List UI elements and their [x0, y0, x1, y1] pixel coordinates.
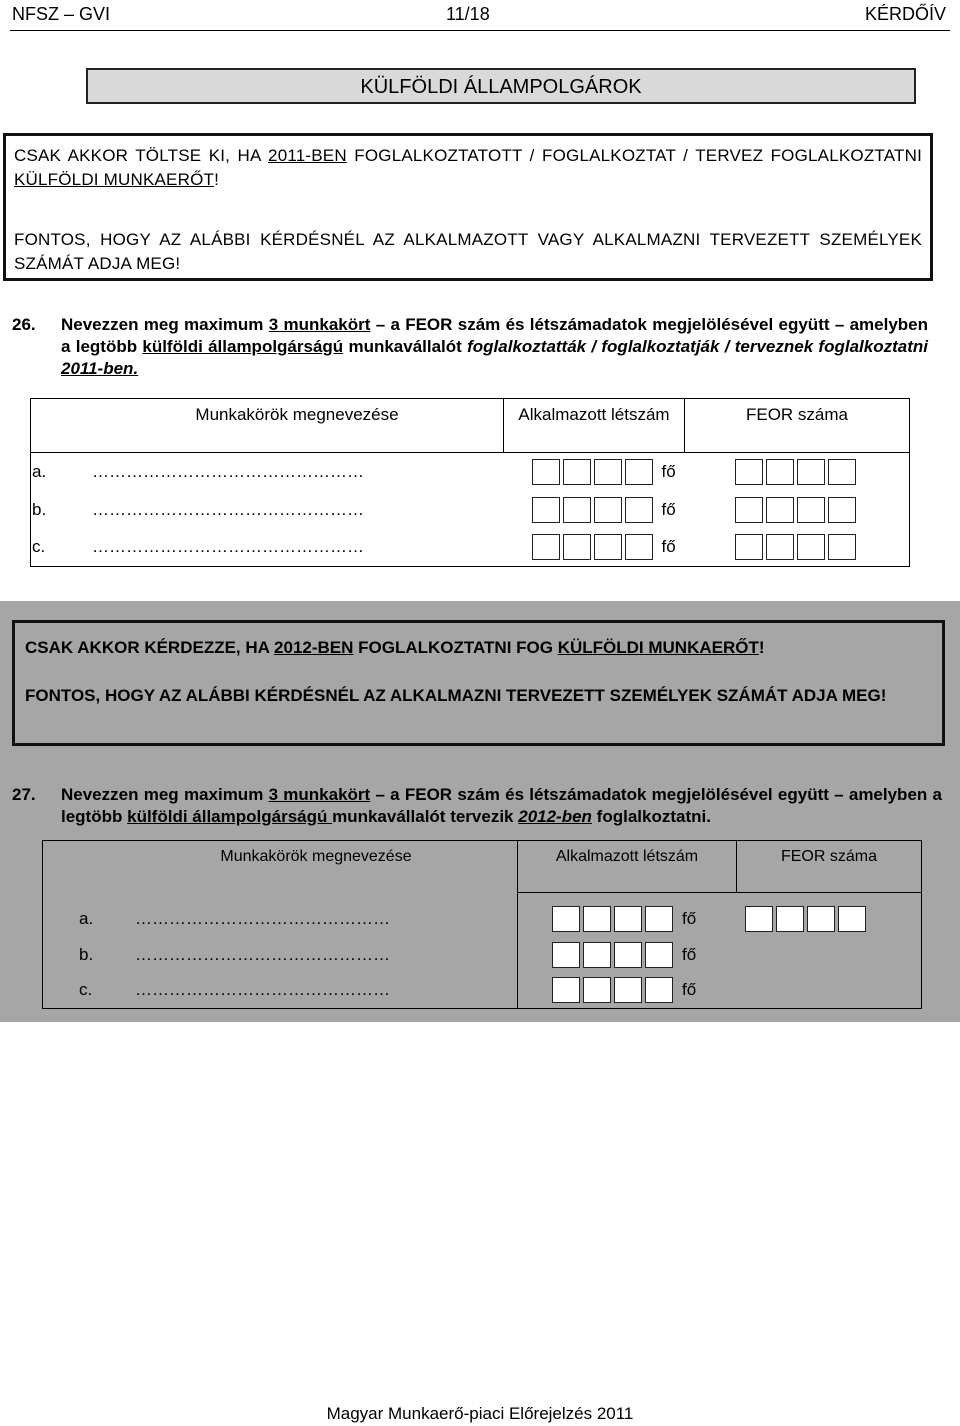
col-header-staff: Alkalmazott létszám [518, 841, 737, 893]
table-row [43, 937, 922, 973]
staff-digit-box[interactable] [594, 497, 622, 523]
table-row [43, 901, 922, 937]
staff-digit-box[interactable] [563, 459, 591, 485]
notice-instruction: FONTOS, HOGY AZ ALÁBBI KÉRDÉSNÉL AZ ALKALMAZOTT VAGY ALKALMAZNI TERVEZETT SZEMÉLYEK SZÁMÁT ADJA MEG! [14, 230, 922, 273]
question-26 [12, 314, 928, 384]
unit-label: fő [682, 944, 697, 964]
col-header-staff: Alkalmazott létszám [504, 399, 685, 453]
col-header-feor: FEOR száma [737, 841, 922, 893]
notice-box-2011 [3, 133, 933, 281]
section-title: KÜLFÖLDI ÁLLAMPOLGÁROK [86, 68, 916, 104]
col-header-feor: FEOR száma [685, 399, 910, 453]
row-label: a. [31, 453, 92, 491]
row-label: c. [43, 973, 116, 1009]
job-name-field[interactable]: ………………………………………… [92, 499, 364, 519]
staff-digit-box[interactable] [614, 906, 642, 932]
feor-digit-box[interactable] [735, 534, 763, 560]
staff-digit-box[interactable] [645, 906, 673, 932]
staff-digit-box[interactable] [563, 534, 591, 560]
notice-condition: CSAK AKKOR KÉRDEZZE, HA 2012-BEN FOGLALKOZTATNI FOG KÜLFÖLDI MUNKAERŐT! [25, 638, 765, 657]
header-left: NFSZ – GVI [12, 4, 111, 24]
unit-label: fő [661, 499, 676, 519]
table-row [31, 453, 910, 491]
unit-label: fő [682, 980, 697, 1000]
feor-digit-box[interactable] [797, 534, 825, 560]
notice-instruction: FONTOS, HOGY AZ ALÁBBI KÉRDÉSNÉL AZ ALKALMAZNI TERVEZETT SZEMÉLYEK SZÁMÁT ADJA MEG! [25, 686, 887, 705]
feor-digit-box[interactable] [766, 459, 794, 485]
row-label: a. [43, 901, 116, 937]
job-name-field[interactable]: ……………………………………… [115, 973, 518, 1009]
table-q27 [42, 840, 922, 1009]
question-number: 26. [12, 315, 36, 334]
job-name-field[interactable]: ……………………………………… [135, 944, 390, 964]
staff-digit-box[interactable] [625, 534, 653, 560]
staff-digit-box[interactable] [552, 977, 580, 1003]
header-rule [10, 30, 950, 31]
col-header-job: Munkakörök megnevezése [115, 841, 518, 893]
staff-digit-box[interactable] [614, 942, 642, 968]
row-label: b. [43, 937, 116, 973]
feor-digit-box[interactable] [766, 534, 794, 560]
staff-digit-box[interactable] [614, 977, 642, 1003]
feor-digit-box[interactable] [828, 534, 856, 560]
table-row [31, 529, 910, 567]
staff-digit-box[interactable] [645, 977, 673, 1003]
staff-digit-box[interactable] [532, 497, 560, 523]
notice-condition: CSAK AKKOR TÖLTSE KI, HA 2011-BEN FOGLALKOZTATOTT / FOGLALKOZTAT / TERVEZ FOGLALKOZTATNI KÜLFÖLDI MUNKAERŐT! [14, 146, 922, 189]
job-name-field[interactable]: ………………………………………… [91, 529, 504, 567]
staff-digit-box[interactable] [625, 497, 653, 523]
table-q26 [30, 398, 910, 567]
feor-digit-box[interactable] [735, 459, 763, 485]
feor-digit-box[interactable] [766, 497, 794, 523]
feor-digit-box[interactable] [797, 459, 825, 485]
feor-digit-box[interactable] [828, 459, 856, 485]
job-name-field[interactable]: ……………………………………… [135, 908, 390, 928]
staff-digit-box[interactable] [645, 942, 673, 968]
question-27 [12, 784, 942, 834]
staff-digit-box[interactable] [583, 977, 611, 1003]
row-label: c. [31, 529, 92, 567]
table-row [43, 973, 922, 1009]
question-text: Nevezzen meg maximum 3 munkakört – a FEOR szám és létszámadatok megjelölésével együtt – amelyben a legtöbb külföldi állampolgárságú munkavállalót tervezik 2012-ben foglalkoztatni. [61, 785, 942, 826]
unit-label: fő [682, 908, 697, 928]
unit-label: fő [661, 461, 676, 481]
table-row [31, 491, 910, 529]
col-header-job: Munkakörök megnevezése [91, 399, 504, 453]
staff-digit-box[interactable] [552, 942, 580, 968]
staff-digit-box[interactable] [552, 906, 580, 932]
feor-digit-box[interactable] [807, 906, 835, 932]
notice-box-2012 [12, 620, 945, 746]
row-label: b. [31, 491, 92, 529]
feor-digit-box[interactable] [735, 497, 763, 523]
feor-digit-box[interactable] [838, 906, 866, 932]
feor-digit-box[interactable] [745, 906, 773, 932]
staff-digit-box[interactable] [532, 534, 560, 560]
staff-digit-box[interactable] [625, 459, 653, 485]
staff-digit-box[interactable] [583, 942, 611, 968]
staff-digit-box[interactable] [594, 534, 622, 560]
question-text: Nevezzen meg maximum 3 munkakört – a FEOR szám és létszámadatok megjelölésével együtt – amelyben a legtöbb külföldi állampolgárságú munkavállalót foglalkoztatták / foglalkoztatják / terveznek foglalkoztatni 2011-ben. [61, 315, 928, 378]
unit-label: fő [661, 537, 676, 557]
footer-text: Magyar Munkaerő-piaci Előrejelzés 2011 [326, 1404, 634, 1423]
staff-digit-box[interactable] [563, 497, 591, 523]
staff-digit-box[interactable] [594, 459, 622, 485]
staff-digit-box[interactable] [583, 906, 611, 932]
feor-digit-box[interactable] [797, 497, 825, 523]
page-number: 11/18 [446, 4, 490, 24]
header-right: KÉRDŐÍV [864, 4, 946, 24]
feor-digit-box[interactable] [828, 497, 856, 523]
question-number: 27. [12, 785, 36, 804]
feor-digit-box[interactable] [776, 906, 804, 932]
staff-digit-box[interactable] [532, 459, 560, 485]
job-name-field[interactable]: ………………………………………… [92, 461, 364, 481]
